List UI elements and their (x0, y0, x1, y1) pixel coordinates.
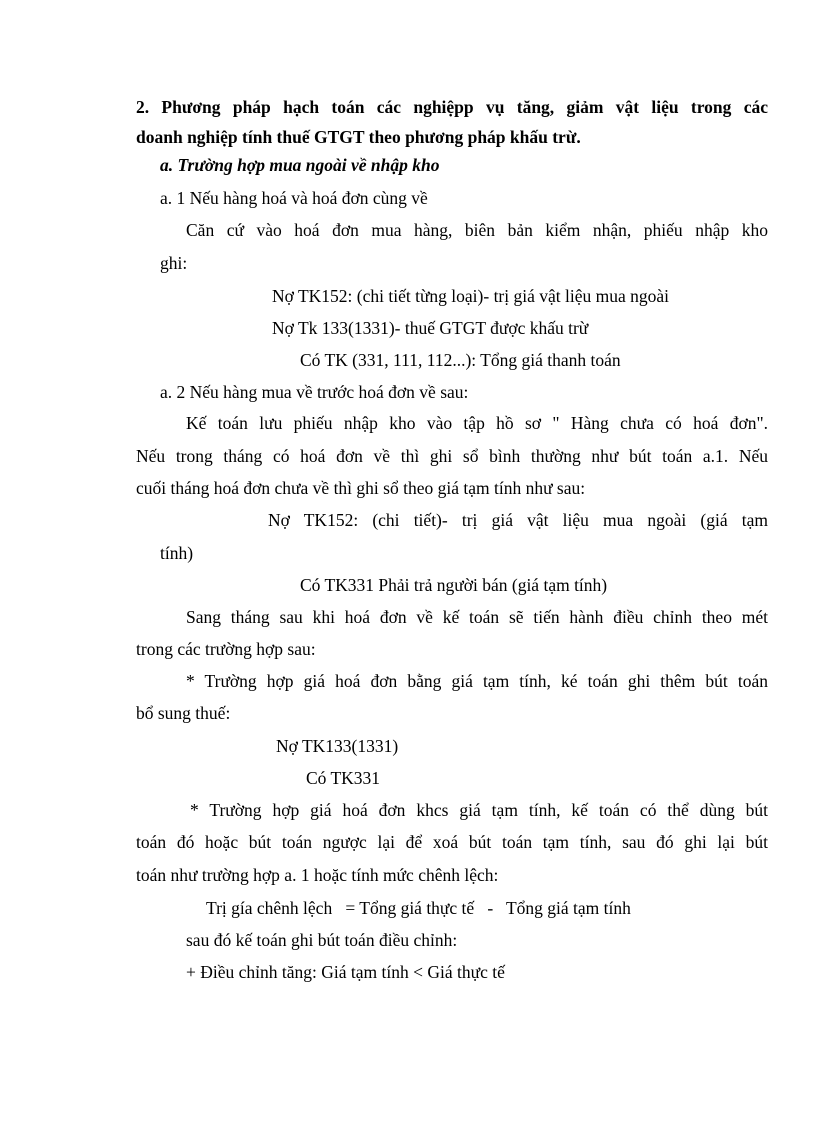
a1-paragraph-line-2: ghi: (160, 253, 188, 273)
case1-line-2: bổ sung thuế: (136, 703, 231, 723)
case2-line-3: toán như trường hợp a. 1 hoặc tính mức chênh lệch: (136, 865, 499, 885)
a2-title: a. 2 Nếu hàng mua về trước hoá đơn về sau: (160, 382, 469, 402)
adjust-paragraph-line-2: trong các trường hợp sau: (136, 639, 316, 659)
a1-entry-debit-133: Nợ Tk 133(1331)- thuế GTGT được khấu trừ (272, 318, 589, 338)
case2-line-2: toán đó hoặc bút toán ngược lại để xoá bút toán tạm tính, sau đó ghi lại bút (136, 832, 768, 852)
section-heading-line-2: doanh nghiệp tính thuế GTGT theo phương pháp khấu trừ. (136, 127, 581, 147)
case1-entry-debit: Nợ TK133(1331) (276, 736, 399, 756)
a1-paragraph-line-1: Căn cứ vào hoá đơn mua hàng, biên bản kiểm nhận, phiếu nhập kho (186, 220, 768, 240)
a2-entry-debit-line-2: tính) (160, 543, 194, 563)
section-heading-line-1: 2. Phương pháp hạch toán các nghiệpp vụ tăng, giảm vật liệu trong các (136, 97, 768, 117)
after-formula: sau đó kế toán ghi bút toán điều chỉnh: (186, 930, 458, 950)
formula: Trị gía chênh lệch = Tổng giá thực tế - Tổng giá tạm tính (206, 898, 631, 918)
a2-entry-credit: Có TK331 Phải trả người bán (giá tạm tính) (300, 575, 608, 595)
increase-adjust: + Điều chỉnh tăng: Giá tạm tính < Giá thực tế (186, 962, 505, 982)
case1-line-1: * Trường hợp giá hoá đơn bằng giá tạm tính, ké toán ghi thêm bút toán (186, 671, 768, 691)
a2-paragraph-line-3: cuối tháng hoá đơn chưa về thì ghi sổ theo giá tạm tính như sau: (136, 478, 586, 498)
a1-entry-debit-152: Nợ TK152: (chi tiết từng loại)- trị giá vật liệu mua ngoài (272, 286, 670, 306)
a1-entry-credit: Có TK (331, 111, 112...): Tổng giá thanh toán (300, 350, 621, 370)
subheading-a: a. Trường hợp mua ngoài về nhập kho (160, 155, 440, 175)
a1-title: a. 1 Nếu hàng hoá và hoá đơn cùng về (160, 188, 428, 208)
case1-entry-credit: Có TK331 (306, 768, 381, 788)
case2-line-1: * Trường hợp giá hoá đơn khcs giá tạm tính, kế toán có thể dùng bút (190, 800, 768, 820)
a2-paragraph-line-2: Nếu trong tháng có hoá đơn về thì ghi sổ bình thường như bút toán a.1. Nếu (136, 446, 768, 466)
adjust-paragraph-line-1: Sang tháng sau khi hoá đơn về kế toán sẽ tiến hành điều chỉnh theo mét (186, 607, 768, 627)
a2-entry-debit-line-1: Nợ TK152: (chi tiết)- trị giá vật liệu mua ngoài (giá tạm (268, 510, 768, 530)
a2-paragraph-line-1: Kế toán lưu phiếu nhập kho vào tập hồ sơ " Hàng chưa có hoá đơn". (186, 413, 768, 433)
